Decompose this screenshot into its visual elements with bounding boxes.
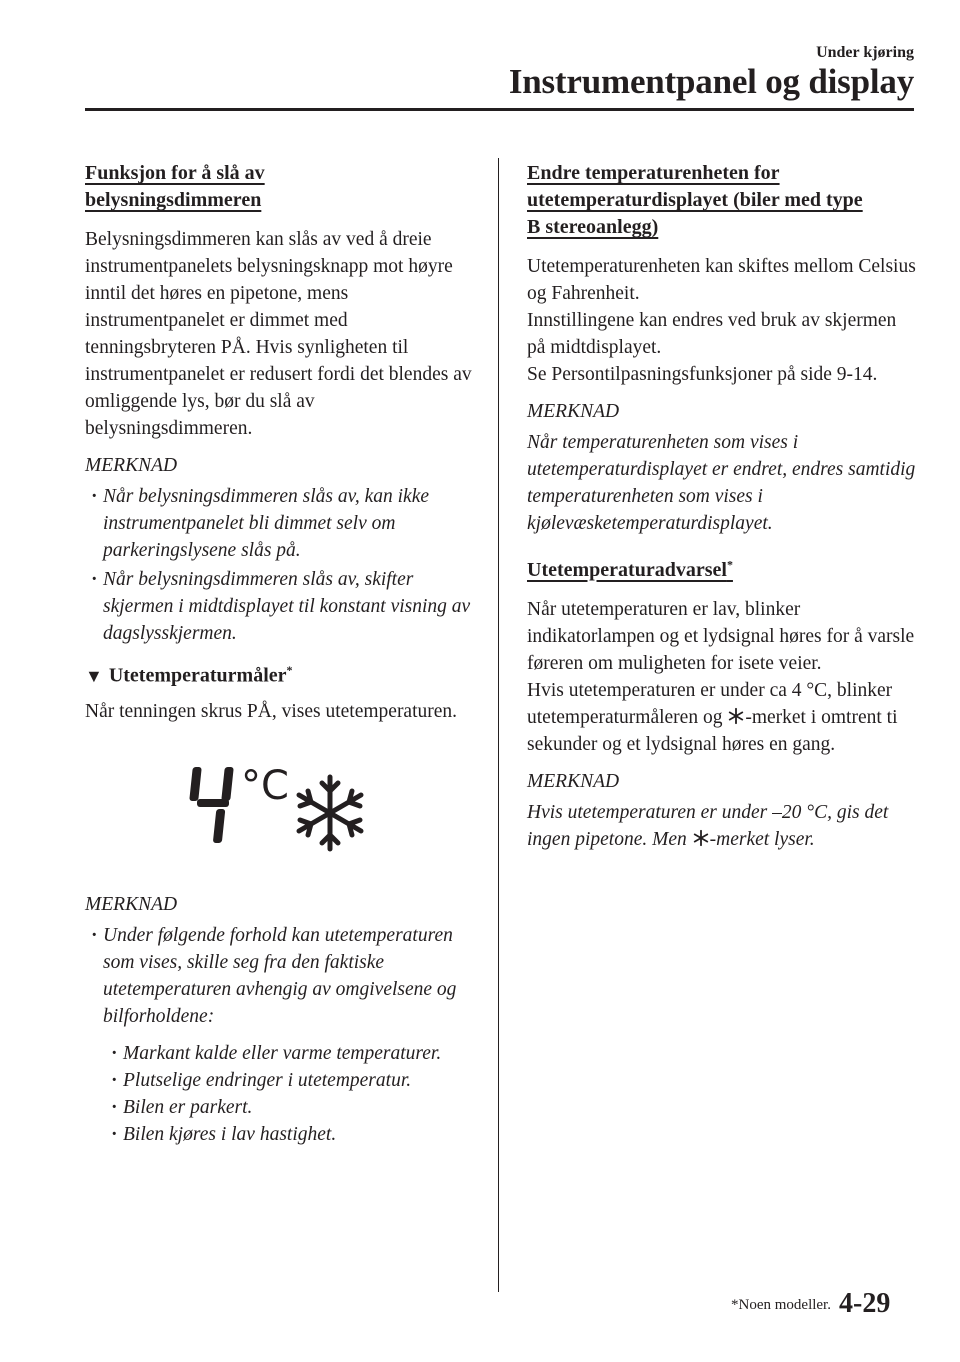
warning-note-b: -merket lyser.: [709, 828, 815, 850]
note-label: MERKNAD: [85, 893, 178, 915]
temp-conditions-list: [103, 1040, 475, 1148]
left-column: [85, 160, 475, 1158]
temperature-display-figure: [185, 765, 375, 855]
outside-temp-heading-text: Utetemperaturmåler: [108, 664, 287, 687]
unit-paragraph-1: Utetemperaturenheten kan skiftes mellom Celsius og Fahrenheit.: [527, 256, 916, 304]
triangle-bullet-icon: ▼: [85, 665, 103, 686]
warning-paragraph-1: Når utetemperaturen er lav, blinker indikatorlampen og et lydsignal høres for å varsle føreren om muligheten for isete veier.: [527, 598, 915, 674]
right-column: [527, 160, 919, 863]
warning-paragraph-2a: Hvis utetemperaturen er under ca 4 °C, blinker utetemperaturmåleren og: [527, 679, 893, 728]
unit-heading-line1: Endre temperaturenheten for: [527, 162, 780, 184]
unit-heading-line3: B stereoanlegg): [527, 216, 659, 238]
list-item: · Markant kalde eller varme temperaturer.: [123, 1040, 475, 1067]
unit-paragraph-3: Se Persontilpasningsfunksjoner på side 9-14.: [527, 364, 878, 385]
note-label: MERKNAD: [527, 401, 620, 422]
footnote-mark: *: [286, 663, 293, 677]
snowflake-icon: [727, 707, 745, 725]
outside-temp-paragraph: Når tenningen skrus PÅ, vises utetemperaturen.: [85, 700, 458, 722]
display-unit: °C: [241, 764, 289, 809]
section-label: Under kjøring: [816, 44, 914, 61]
dimmer-heading-line1: Funksjon for å slå av: [85, 162, 265, 184]
warning-heading-text: Utetemperaturadvarsel: [527, 558, 727, 581]
list-item: · Plutselige endringer i utetemperatur.: [123, 1067, 475, 1094]
page-number: 4-29: [839, 1288, 891, 1319]
unit-paragraph-2: Innstillingene kan endres ved bruk av skjermen på midtdisplayet.: [527, 310, 897, 358]
unit-heading: [527, 160, 863, 241]
footnote: *Noen modeller.: [731, 1297, 831, 1313]
list-item: · Når belysningsdimmeren slås av, kan ikke instrumentpanelet bli dimmet selv om parkeringslysene slås på.: [103, 483, 475, 564]
temp-notes: [85, 922, 475, 1148]
page-title: Instrumentpanel og display: [508, 62, 914, 101]
warning-note: [527, 799, 919, 853]
dimmer-paragraph: Belysningsdimmeren kan slås av ved å dreie instrumentpanelets belysningsknapp mot høyre inntil det høres en pipetone, mens instrumentpanelet er dimmet med tenningsbryteren PÅ. Hvis synligheten til instrumentpanelet er redusert fordi det blendes av omliggende lys, bør du slå av belysningsdimmeren.: [85, 229, 472, 439]
note-label: MERKNAD: [527, 770, 620, 792]
warning-paragraph-2b: -merket i omtrent ti sekunder og et lydsignal høres en gang.: [527, 706, 898, 755]
segment-digit-4: [189, 767, 234, 843]
list-item: · Bilen kjøres i lav hastighet.: [123, 1121, 475, 1148]
unit-heading-line2: utetemperaturdisplayet (biler med type: [527, 189, 863, 211]
snowflake-icon: [299, 777, 361, 849]
warning-paragraph-2: [527, 677, 919, 758]
footnote-mark: *: [726, 557, 733, 571]
list-item: · Bilen er parkert.: [123, 1094, 475, 1121]
unit-note-text: Når temperaturenheten som vises i utetemperaturdisplayet er endret, endres samtidig temperaturenheten som vises i kjølevæsketemperaturdisplayet.: [527, 432, 916, 534]
header-rule: [85, 108, 914, 111]
list-item: [103, 922, 475, 1148]
list-item: · Når belysningsdimmeren slås av, skifter skjermen i midtdisplayet til konstant visning av dagslysskjermen.: [103, 566, 475, 647]
outside-temp-heading: [85, 657, 475, 690]
dimmer-heading-line2: belysningsdimmeren: [85, 189, 262, 211]
warning-heading: [527, 551, 733, 584]
snowflake-icon: [692, 829, 710, 847]
warning-note-a: Hvis utetemperaturen er under –20 °C, gis det ingen pipetone. Men: [527, 801, 889, 850]
note-label: MERKNAD: [85, 455, 178, 476]
temp-note-text: Under følgende forhold kan utetemperaturen som vises, skille seg fra den faktiske utetemperaturen avhengig av omgivelsene og bilforholdene:: [103, 924, 457, 1027]
column-divider: [498, 158, 499, 1292]
dimmer-heading: [85, 160, 265, 214]
dimmer-notes: [85, 483, 475, 647]
